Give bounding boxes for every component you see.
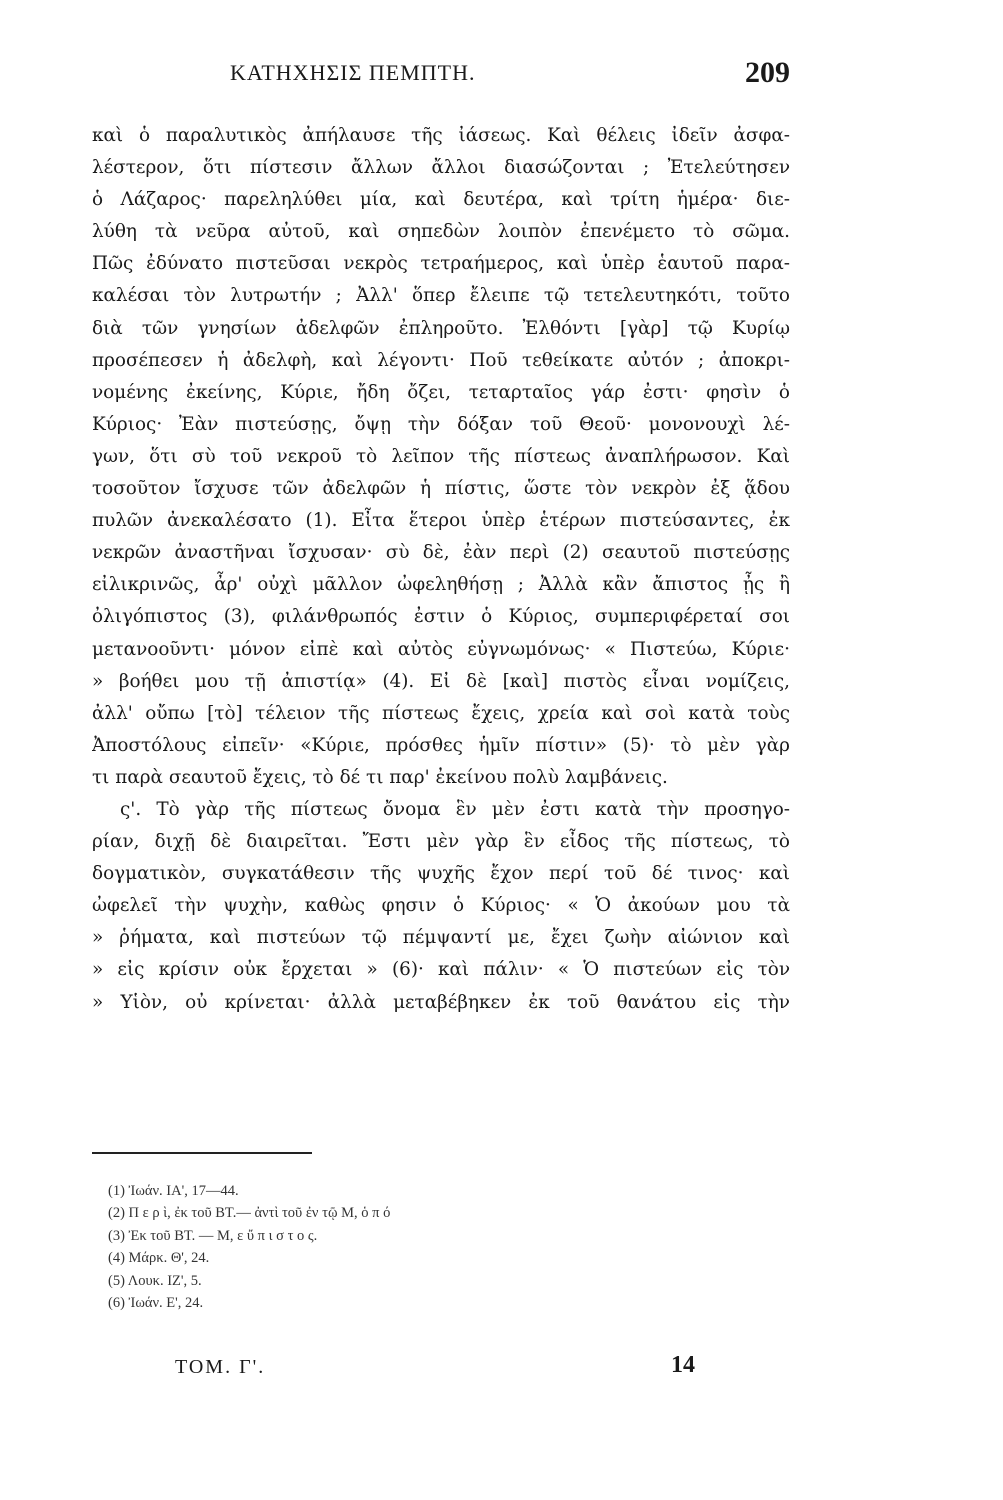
text-line: » Υἱὸν, οὐ κρίνεται· ἀλλὰ μεταβέβηκεν ἐκ τοῦ θανάτου εἰς τὴν <box>92 991 790 1013</box>
text-line: προσέπεσεν ἡ ἀδελφὴ, καὶ λέγοντι· Ποῦ τεθείκατε αὐτόν ; ἀποκρι- <box>92 349 790 371</box>
running-title: ΚΑΤΗΧΗΣΙΣ ΠΕΜΠΤΗ. <box>230 60 476 85</box>
text-line: » εἰς κρίσιν οὐκ ἔρχεται » (6)· καὶ πάλιν· « Ὁ πιστεύων εἰς τὸν <box>92 959 790 981</box>
text-line: Κύριος· Ἐὰν πιστεύσῃς, ὄψῃ τὴν δόξαν τοῦ Θεοῦ· μονονουχὶ λέ- <box>92 413 790 435</box>
running-head <box>90 58 790 98</box>
text-line: λύθη τὰ νεῦρα αὐτοῦ, καὶ σηπεδὼν λοιπὸν ἐπενέμετο τὸ σῶμα. <box>92 221 790 243</box>
text-line: τοσοῦτον ἴσχυσε τῶν ἀδελφῶν ἡ πίστις, ὥστε τὸν νεκρὸν ἐξ ᾅδου <box>92 478 790 500</box>
text-line: λέστερον, ὅτι πίστεσιν ἄλλων ἄλλοι διασώζονται ; Ἐτελεύτησεν <box>92 157 790 179</box>
text-line: νεκρῶν ἀναστῆναι ἴσχυσαν· σὺ δὲ, ἐὰν περὶ (2) σεαυτοῦ πιστεύσῃς <box>92 542 790 564</box>
page-number: 209 <box>745 56 790 89</box>
text-line: ὠφελεῖ τὴν ψυχὴν, καθὼς φησιν ὁ Κύριος· « Ὁ ἀκούων μου τὰ <box>92 895 790 917</box>
text-line: ὀλιγόπιστος (3), φιλάνθρωπός ἐστιν ὁ Κύριος, συμπεριφέρεταί σοι <box>92 606 790 628</box>
page-footer <box>175 1352 695 1388</box>
text-line: ὁ Λάζαρος· παρεληλύθει μία, καὶ δευτέρα, καὶ τρίτη ἡμέρα· διε- <box>92 189 790 211</box>
footnotes <box>108 1180 528 1314</box>
text-line: διὰ τῶν γνησίων ἀδελφῶν ἐπληροῦτο. Ἐλθόντι [γὰρ] τῷ Κυρίῳ <box>92 317 790 339</box>
text-line: ἀλλ' οὔπω [τὸ] τέλειον τῆς πίστεως ἔχεις, χρεία καὶ σοὶ κατὰ τοὺς <box>92 702 790 724</box>
footnote: (5) Λουκ. ΙΖ', 5. <box>108 1272 202 1289</box>
text-line: Πῶς ἐδύνατο πιστεῦσαι νεκρὸς τετραήμερος, καὶ ὑπὲρ ἑαυτοῦ παρα- <box>92 253 790 275</box>
text-line: » βοήθει μου τῇ ἀπιστίᾳ» (4). Εἰ δὲ [καὶ] πιστὸς εἶναι νομίζεις, <box>92 670 790 692</box>
footnote-divider <box>92 1152 312 1154</box>
text-line: καὶ ὁ παραλυτικὸς ἀπήλαυσε τῆς ἰάσεως. Καὶ θέλεις ἰδεῖν ἀσφα- <box>92 125 790 146</box>
text-line: καλέσαι τὸν λυτρωτήν ; Ἀλλ' ὅπερ ἔλειπε τῷ τετελευτηκότι, τοῦτο <box>92 285 790 307</box>
text-line: πυλῶν ἀνεκαλέσατο (1). Εἶτα ἕτεροι ὑπὲρ ἑτέρων πιστεύσαντες, ἐκ <box>92 510 790 532</box>
text-line: εἰλικρινῶς, ἆρ' οὐχὶ μᾶλλον ὠφεληθήσῃ ; Ἀλλὰ κἂν ἄπιστος ᾖς ἢ <box>92 574 790 596</box>
footnote: (3) Ἐκ τοῦ ΒΤ. — Μ, ε ὔ π ι σ τ ο ς. <box>108 1227 318 1244</box>
footnote: (2) Π ε ρ ὶ, ἐκ τοῦ ΒΤ.— ἀντὶ τοῦ ἐν τῷ Μ, ὁ π ό <box>108 1205 391 1222</box>
text-line: Ἀποστόλους εἰπεῖν· «Κύριε, πρόσθες ἡμῖν πίστιν» (5)· τὸ μὲν γὰρ <box>92 734 790 756</box>
footnote: (4) Μάρκ. Θ', 24. <box>108 1250 210 1267</box>
main-text <box>92 120 790 1019</box>
text-line: ρίαν, διχῇ δὲ διαιρεῖται. Ἔστι μὲν γὰρ ἓν εἶδος τῆς πίστεως, τὸ <box>92 831 790 853</box>
text-line: νομένης ἐκείνης, Κύριε, ἤδη ὄζει, τεταρταῖος γάρ ἐστι· φησὶν ὁ <box>92 381 790 403</box>
section-start-line: ς'. Τὸ γὰρ τῆς πίστεως ὄνομα ἓν μὲν ἐστι κατὰ τὴν προσηγο- <box>120 798 790 820</box>
text-line: μετανοοῦντι· μόνον εἰπὲ καὶ αὐτὸς εὐγνωμόνως· « Πιστεύω, Κύριε· <box>92 638 790 660</box>
footnote: (6) Ἰωάν. Ε', 24. <box>108 1295 204 1312</box>
text-line: » ῥήματα, καὶ πιστεύων τῷ πέμψαντί με, ἔχει ζωὴν αἰώνιον καὶ <box>92 927 790 949</box>
sheet-number: 14 <box>671 1352 695 1378</box>
text-line: τι παρὰ σεαυτοῦ ἔχεις, τὸ δέ τι παρ' ἐκείνου πολὺ λαμβάνεις. <box>92 766 668 788</box>
text-line: δογματικὸν, συγκατάθεσιν τῆς ψυχῆς ἔχον περί τοῦ δέ τινος· καὶ <box>92 863 790 885</box>
footnote: (1) Ἰωάν. ΙΑ', 17—44. <box>108 1183 239 1199</box>
text-line: γων, ὅτι σὺ τοῦ νεκροῦ τὸ λεῖπον τῆς πίστεως ἀναπλήρωσον. Καὶ <box>92 445 790 467</box>
volume-signature: ΤΟΜ. Γ'. <box>175 1356 266 1378</box>
